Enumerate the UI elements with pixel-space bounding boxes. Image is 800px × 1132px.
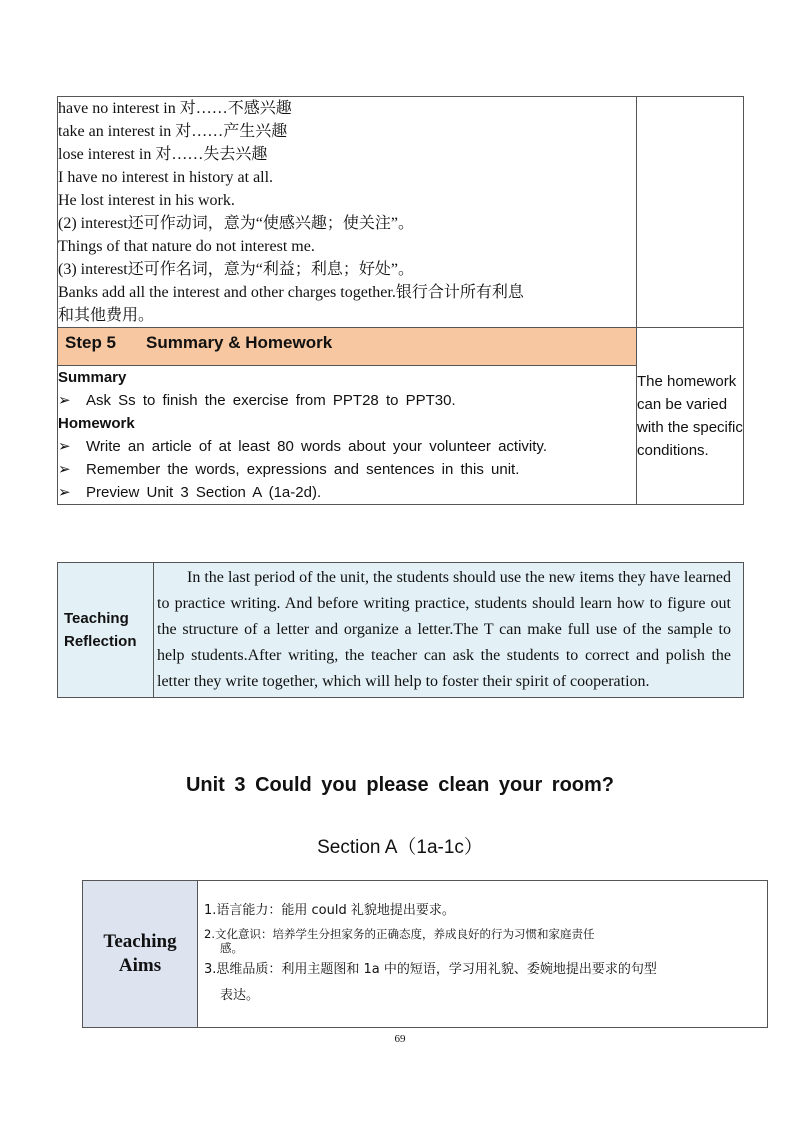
arrow-bullet-icon: ➢	[58, 461, 71, 478]
note-line: Banks add all the interest and other charges together.银行合计所有利息	[58, 284, 524, 301]
homework-item	[58, 458, 636, 481]
aim-line: 感。	[220, 941, 243, 955]
arrow-bullet-icon: ➢	[58, 392, 71, 409]
section-title: Section A（1a-1c）	[317, 837, 483, 858]
note-line: He lost interest in his work.	[58, 192, 235, 209]
homework-item-text: Write an article of at least 80 words about your volunteer activity.	[86, 438, 547, 455]
homework-item-text: Remember the words, expressions and sentences in this unit.	[86, 461, 520, 478]
summary-heading: Summary	[58, 369, 127, 386]
note-line: (2) interest还可作动词，意为“使感兴趣；使关注”。	[58, 215, 414, 232]
vocab-side-cell	[637, 97, 744, 328]
note-line: Things of that nature do not interest me.	[58, 238, 315, 255]
aim-line: 3.思维品质：利用主题图和 1a 中的短语，学习用礼貌、委婉地提出要求的句型	[204, 962, 657, 977]
aim-item	[204, 927, 761, 955]
note-line: (3) interest还可作名词，意为“利益；利息；好处”。	[58, 261, 414, 278]
step-title: Summary & Homework	[146, 333, 333, 352]
arrow-bullet-icon: ➢	[58, 438, 71, 455]
aim-item	[204, 957, 761, 1009]
lesson-plan-table	[57, 96, 744, 505]
teaching-aims-list	[198, 881, 768, 1028]
aim-line: 表达。	[220, 988, 260, 1003]
note-line: have no interest in 对……不感兴趣	[58, 100, 292, 117]
vocab-notes-cell	[58, 97, 637, 328]
note-line: lose interest in 对……失去兴趣	[58, 146, 268, 163]
homework-item	[58, 481, 636, 504]
homework-side-note: The homework can be varied with the specific conditions.	[637, 328, 744, 505]
step-number: Step 5	[65, 333, 117, 352]
homework-item-text: Preview Unit 3 Section A (1a-2d).	[86, 484, 322, 501]
homework-heading: Homework	[58, 415, 135, 432]
step-header	[58, 328, 637, 366]
teaching-aims-table	[82, 880, 768, 1028]
arrow-bullet-icon: ➢	[58, 484, 71, 501]
summary-item-text: Ask Ss to finish the exercise from PPT28 to PPT30.	[86, 392, 456, 409]
homework-item	[58, 435, 636, 458]
page-number: 69	[394, 1033, 406, 1045]
teaching-reflection-table	[57, 562, 744, 698]
note-line: I have no interest in history at all.	[58, 169, 274, 186]
aim-line: 2.文化意识：培养学生分担家务的正确态度，养成良好的行为习惯和家庭责任	[204, 927, 595, 941]
teaching-aims-label: Teaching Aims	[83, 881, 198, 1028]
reflection-label: Teaching Reflection	[58, 563, 154, 698]
aim-item: 1.语言能力：能用 could 礼貌地提出要求。	[204, 903, 455, 918]
summary-item	[58, 389, 636, 412]
unit-title: Unit 3 Could you please clean your room?	[185, 774, 615, 796]
reflection-text: In the last period of the unit, the students should use the new items they have learned to practice writing. And before writing practice, students should learn how to figure out the structure of a letter and organize a letter.The T can make full use of the sample to help students.After writing, the teacher can ask the students to correct and polish the letter they write together, which will help to foster their spirit of cooperation.	[157, 569, 731, 690]
summary-homework-cell	[58, 366, 637, 505]
note-line: 和其他费用。	[58, 307, 155, 324]
reflection-cell	[154, 563, 744, 698]
note-line: take an interest in 对……产生兴趣	[58, 123, 288, 140]
